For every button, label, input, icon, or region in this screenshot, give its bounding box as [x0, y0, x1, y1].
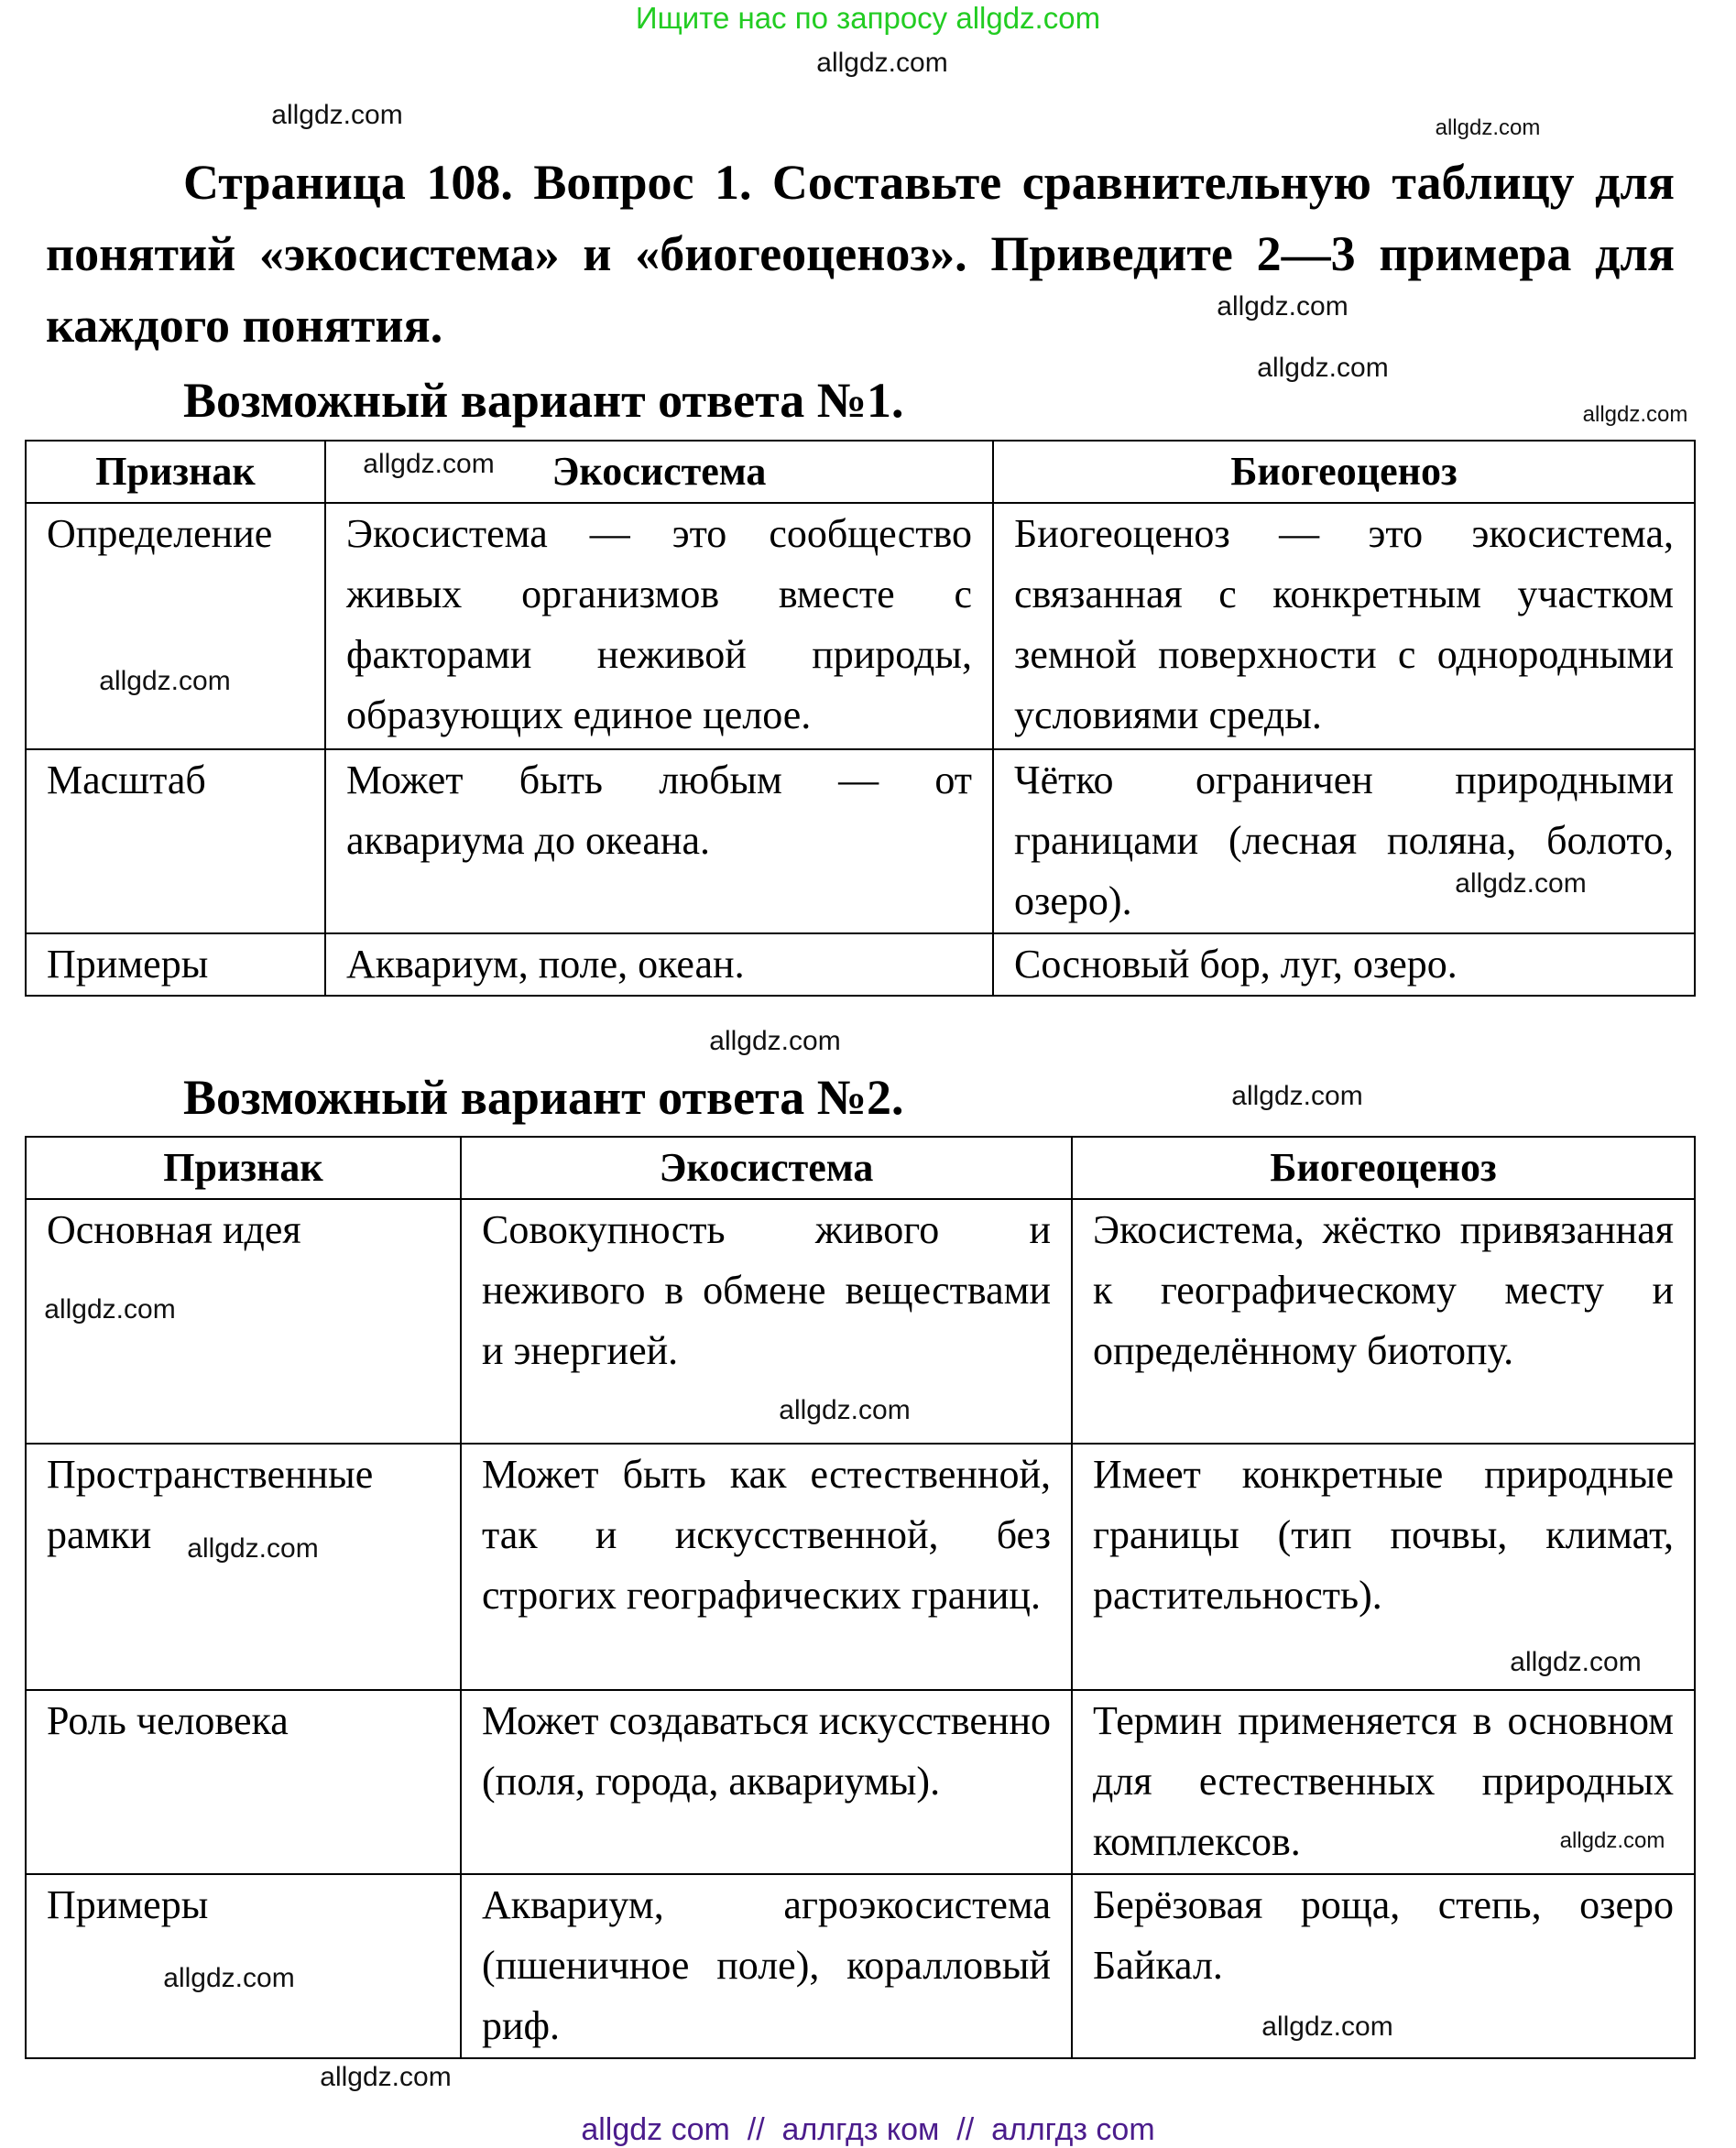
comparison-table-2 — [25, 1136, 1696, 2059]
watermark: allgdz.com — [1455, 868, 1587, 899]
comparison-table-1 — [25, 440, 1696, 997]
ecosystem-cell: Может быть как естественной, так и искусственной, без строгих географических границ. — [461, 1444, 1072, 1690]
watermark: allgdz.com — [320, 2062, 452, 2092]
watermark: allgdz.com — [1217, 291, 1348, 322]
biogeocenosis-cell: Экосистема, жёстко привязанная к географическому месту и определённому биотопу. — [1072, 1199, 1695, 1444]
table-row — [26, 933, 1695, 996]
feature-cell: Пространственные рамки — [26, 1444, 461, 1690]
biogeocenosis-cell: Термин применяется в основном для естественных природных комплексов. — [1072, 1690, 1695, 1874]
header-cell: Биогеоценоз — [1072, 1137, 1695, 1199]
watermark: allgdz.com — [271, 100, 403, 130]
feature-cell: Определение — [26, 503, 325, 749]
biogeocenosis-cell: Биогеоценоз — это экосистема, связанная с конкретным участком земной поверхности с однородными условиями среды. — [993, 503, 1695, 749]
ecosystem-cell: Аквариум, агроэкосистема (пшеничное поле), коралловый риф. — [461, 1874, 1072, 2058]
feature-cell: Примеры — [26, 933, 325, 996]
table-row — [26, 749, 1695, 933]
watermark: allgdz.com — [1510, 1647, 1642, 1677]
watermark: allgdz.com — [709, 1026, 841, 1056]
header-cell: Биогеоценоз — [993, 441, 1695, 503]
table-row — [26, 503, 1695, 749]
watermark: allgdz.com — [1559, 1828, 1665, 1853]
ecosystem-cell: Экосистема — это сообщество живых организмов вместе с факторами неживой природы, образующих единое целое. — [325, 503, 993, 749]
biogeocenosis-cell: Имеет конкретные природные границы (тип почвы, климат, растительность). — [1072, 1444, 1695, 1690]
watermark: allgdz.com — [1582, 402, 1688, 427]
bottom-banner: allgdz com // аллгдз ком // аллгдз com — [581, 2112, 1155, 2147]
ecosystem-cell: Аквариум, поле, океан. — [325, 933, 993, 996]
variant-1-heading: Возможный вариант ответа №1. — [183, 373, 904, 428]
table-row — [26, 1690, 1695, 1874]
header-cell: Экосистема — [325, 441, 993, 503]
watermark: allgdz.com — [187, 1533, 319, 1564]
feature-cell: Масштаб — [26, 749, 325, 933]
table-row — [26, 1444, 1695, 1690]
ecosystem-cell: Совокупность живого и неживого в обмене веществами и энергией. — [461, 1199, 1072, 1444]
search-banner: Ищите нас по запросу allgdz.com — [635, 1, 1101, 35]
watermark: allgdz.com — [1231, 1081, 1363, 1111]
table-header — [26, 441, 1695, 503]
watermark: allgdz.com — [779, 1395, 911, 1425]
table-header — [26, 1137, 1695, 1199]
biogeocenosis-cell: Чётко ограничен природными границами (лесная поляна, болото, озеро). — [993, 749, 1695, 933]
header-cell: Экосистема — [461, 1137, 1072, 1199]
header-cell: Признак — [26, 441, 325, 503]
ecosystem-cell: Может создаваться искусственно (поля, города, аквариумы). — [461, 1690, 1072, 1874]
biogeocenosis-cell: Сосновый бор, луг, озеро. — [993, 933, 1695, 996]
question-title: Страница 108. Вопрос 1. Составьте сравнительную таблицу для понятий «экосистема» и «биогеоценоз». Приведите 2—3 примера для каждого понятия. — [46, 155, 1675, 353]
watermark: allgdz.com — [1257, 353, 1389, 383]
feature-cell: Основная идея — [26, 1199, 461, 1444]
feature-cell: Примеры — [26, 1874, 461, 2058]
watermark: allgdz.com — [163, 1963, 295, 1993]
ecosystem-cell: Может быть любым — от аквариума до океана. — [325, 749, 993, 933]
watermark: allgdz.com — [363, 449, 495, 479]
watermark: allgdz.com — [1261, 2012, 1393, 2042]
watermark: allgdz.com — [44, 1294, 176, 1325]
feature-cell: Роль человека — [26, 1690, 461, 1874]
watermark: allgdz.com — [1435, 115, 1541, 140]
variant-2-heading: Возможный вариант ответа №2. — [183, 1070, 904, 1125]
watermark: allgdz.com — [99, 666, 231, 696]
header-cell: Признак — [26, 1137, 461, 1199]
biogeocenosis-cell: Берёзовая роща, степь, озеро Байкал. — [1072, 1874, 1695, 2058]
watermark: allgdz.com — [816, 48, 948, 78]
